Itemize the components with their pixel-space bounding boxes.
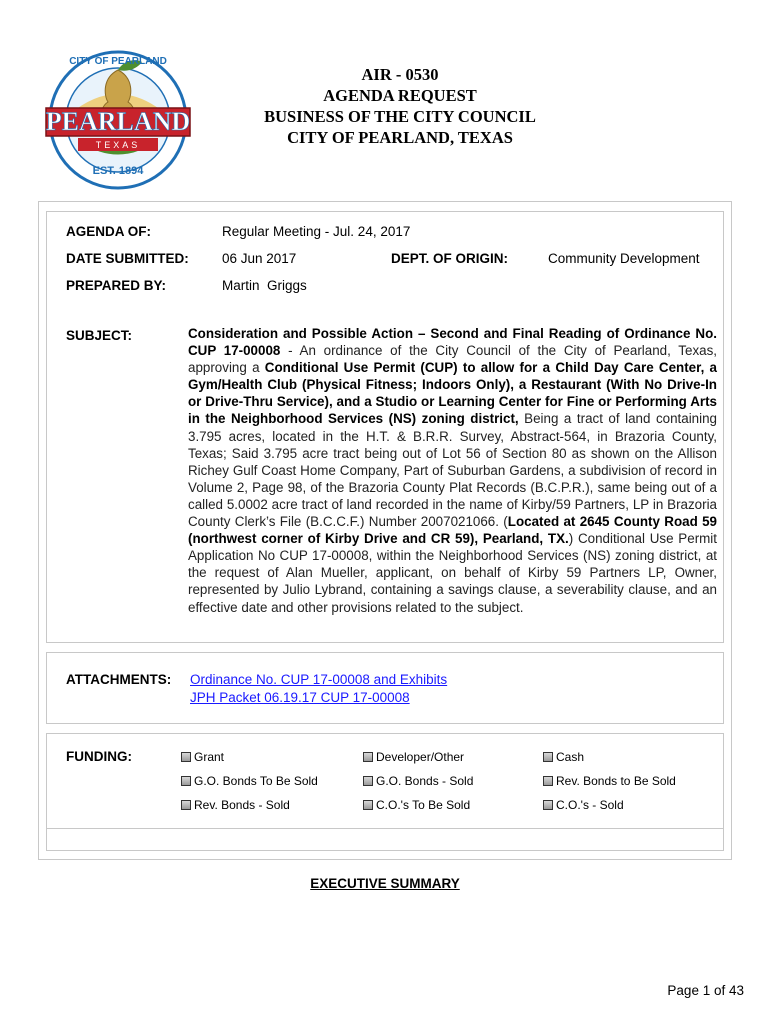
checkbox-label: Rev. Bonds - Sold — [194, 798, 290, 812]
attachment-link-jph-packet[interactable]: JPH Packet 06.19.17 CUP 17-00008 — [190, 690, 410, 705]
checkbox[interactable] — [363, 776, 373, 786]
funding-option-developer-other[interactable] — [363, 750, 464, 764]
dept-origin-label: DEPT. OF ORIGIN: — [391, 251, 509, 266]
funding-option-go-bonds-sold[interactable] — [363, 774, 473, 788]
checkbox-label: Rev. Bonds to Be Sold — [556, 774, 676, 788]
agenda-request-title: AGENDA REQUEST — [323, 86, 477, 105]
checkbox[interactable] — [543, 752, 553, 762]
subject-title: Consideration and Possible Action – Second and Final Reading of Ordinance No. CUP 17-00008 — [188, 326, 717, 359]
subject-cup-description: Conditional Use Permit (CUP) to allow for a Child Day Care Center, a Gym/Health Club (Physical Fitness; Indoors Only), a Restaurant (With No Drive-In or Drive-Thru Service), and a Studio or Learning Center for Fine or Performing Arts in the Neighborhood Services (NS) zoning district, — [188, 360, 717, 427]
checkbox-label: G.O. Bonds To Be Sold — [194, 774, 318, 788]
checkbox-label: Developer/Other — [376, 750, 465, 764]
funding-label: FUNDING: — [66, 749, 132, 764]
funding-option-rev-bonds-to-be-sold[interactable] — [543, 774, 676, 788]
funding-option-cos-sold[interactable] — [543, 798, 624, 812]
subject-text — [188, 325, 717, 616]
agenda-of-value: Regular Meeting - Jul. 24, 2017 — [222, 224, 411, 239]
checkbox-label: C.O.'s To Be Sold — [376, 798, 471, 812]
checkbox-label: C.O.'s - Sold — [556, 798, 624, 812]
date-submitted-value: 06 Jun 2017 — [222, 251, 297, 266]
page-number: Page 1 of 43 — [667, 983, 744, 998]
seal-arc-text: CITY OF PEARLAND — [69, 56, 167, 67]
checkbox[interactable] — [181, 800, 191, 810]
subject-closing: ) Conditional Use Permit Application No CUP 17-00008, within the Neighborhood Services (NS) zoning district, at the request of Alan Mueller, applicant, on behalf of Kirby 59 Partners LP, Owner, represented by Julio Lybrand, containing a savings clause, a severability clause, and an effective date and other provisions related to the subject. — [188, 531, 717, 615]
checkbox[interactable] — [181, 752, 191, 762]
checkbox[interactable] — [543, 800, 553, 810]
agenda-of-label: AGENDA OF: — [66, 224, 151, 239]
attachments-section — [46, 652, 724, 724]
subject-location: Located at 2645 County Road 59 (northwest corner of Kirby Drive and CR 59), Pearland, TX. — [188, 514, 718, 547]
checkbox-label: Grant — [194, 750, 225, 764]
funding-option-cos-to-be-sold[interactable] — [363, 798, 470, 812]
empty-section — [46, 828, 724, 851]
executive-summary-heading: EXECUTIVE SUMMARY — [310, 876, 460, 891]
prepared-by-value: Martin Griggs — [222, 278, 307, 293]
seal-wordmark: PEARLAND — [45, 107, 191, 136]
checkbox[interactable] — [181, 776, 191, 786]
document-header — [240, 64, 560, 148]
date-submitted-label: DATE SUBMITTED: — [66, 251, 189, 266]
funding-option-rev-bonds-sold[interactable] — [181, 798, 290, 812]
prepared-by-label: PREPARED BY: — [66, 278, 167, 293]
checkbox[interactable] — [363, 752, 373, 762]
air-number: AIR - 0530 — [361, 65, 439, 84]
city-title: CITY OF PEARLAND, TEXAS — [287, 128, 513, 147]
funding-option-cash[interactable] — [543, 750, 584, 764]
subject-label: SUBJECT: — [66, 328, 133, 343]
subject-intro: - An ordinance of the City Council of the City of Pearland, Texas, approving a — [188, 343, 717, 376]
business-title: BUSINESS OF THE CITY COUNCIL — [264, 107, 536, 126]
checkbox-label: G.O. Bonds - Sold — [376, 774, 474, 788]
subject-tract-description: Being a tract of land containing 3.795 acres, located in the H.T. & B.R.R. Survey, Abstract-564, in Brazoria County, Texas; Said 3.795 acre tract being out of Lot 56 of Section 80 as shown on the Allison Richey Gulf Coast Home Company, Part of Suburban Gardens, a subdivision of record in Volume 2, Page 98, of the Brazoria County Plat Records (B.C.P.R.), same being out of a called 5.0002 acre tract of land recorded in the name of Kirby/59 Partners, LP in Brazoria County Clerk’s File (B.C.C.F.) Number 2007021066. ( — [188, 411, 717, 530]
checkbox-label: Cash — [556, 750, 585, 764]
funding-option-grant[interactable] — [181, 750, 224, 764]
pearland-city-seal-icon — [42, 44, 194, 192]
attachments-label: ATTACHMENTS: — [66, 672, 172, 687]
checkbox[interactable] — [363, 800, 373, 810]
seal-est: EST. 1894 — [92, 165, 144, 177]
attachment-link-ordinance[interactable]: Ordinance No. CUP 17-00008 and Exhibits — [190, 672, 448, 687]
funding-option-go-bonds-to-be-sold[interactable] — [181, 774, 318, 788]
checkbox[interactable] — [543, 776, 553, 786]
dept-origin-value: Community Development — [548, 251, 700, 266]
seal-state: TEXAS — [95, 140, 141, 150]
